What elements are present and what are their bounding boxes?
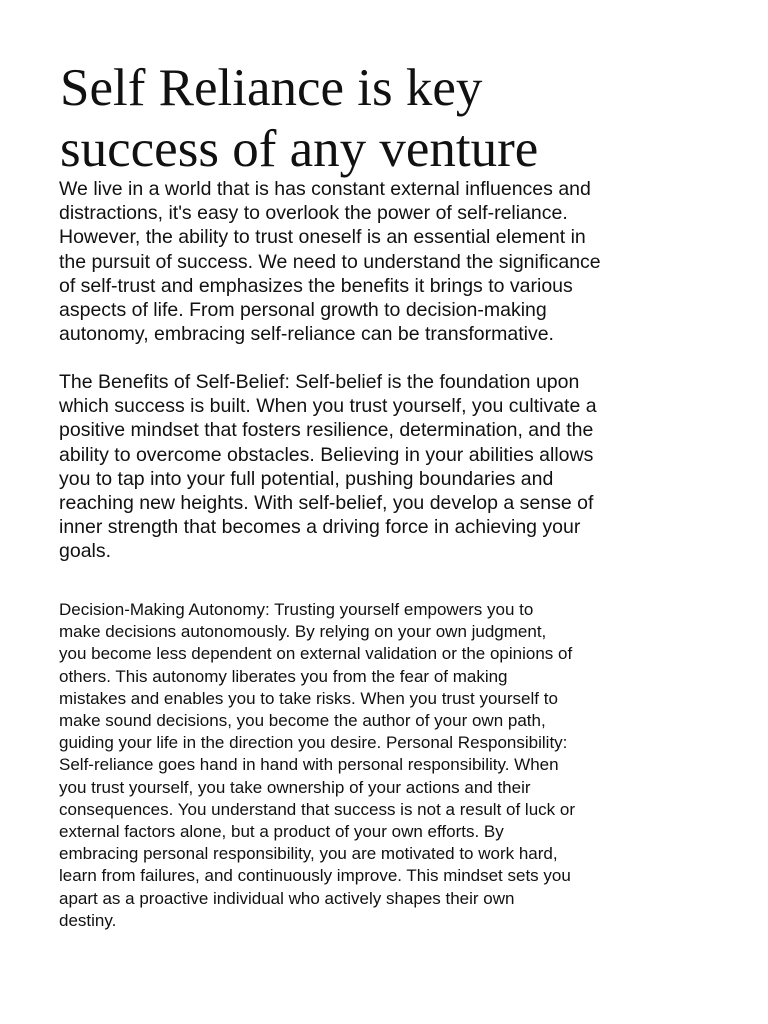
page-title xyxy=(60,58,740,180)
text-line: the pursuit of success. We need to understand the significance xyxy=(59,250,601,273)
title-line: Self Reliance is key xyxy=(60,59,483,117)
text-line: aspects of life. From personal growth to decision-making xyxy=(59,299,547,322)
text-line: apart as a proactive individual who actively shapes their own xyxy=(59,888,515,908)
text-line: which success is built. When you trust yourself, you cultivate a xyxy=(59,395,597,418)
text-line: mistakes and enables you to take risks. When you trust yourself to xyxy=(59,688,558,708)
text-line: you trust yourself, you take ownership of your actions and their xyxy=(59,777,531,797)
text-line: However, the ability to trust oneself is an essential element in xyxy=(59,226,586,249)
text-line: consequences. You understand that success is not a result of luck or xyxy=(59,799,575,819)
text-line: embracing personal responsibility, you are motivated to work hard, xyxy=(59,844,558,864)
decision-autonomy-paragraph xyxy=(59,599,759,932)
text-line: goals. xyxy=(59,540,112,563)
text-line: inner strength that becomes a driving force in achieving your xyxy=(59,516,581,539)
text-line: learn from failures, and continuously improve. This mindset sets you xyxy=(59,866,571,886)
text-line: you to tap into your full potential, pushing boundaries and xyxy=(59,467,554,490)
text-line: make sound decisions, you become the author of your own path, xyxy=(59,711,546,731)
text-line: guiding your life in the direction you desire. Personal Responsibility: xyxy=(59,733,568,753)
text-line: We live in a world that is has constant external influences and xyxy=(59,178,591,200)
text-line: ability to overcome obstacles. Believing in your abilities allows xyxy=(59,443,594,466)
title-line: success of any venture xyxy=(60,120,539,178)
text-line: positive mindset that fosters resilience, determination, and the xyxy=(59,419,594,442)
text-line: make decisions autonomously. By relying on your own judgment, xyxy=(59,622,547,642)
text-line: of self-trust and emphasizes the benefits it brings to various xyxy=(59,274,573,297)
intro-paragraph xyxy=(59,177,759,346)
self-belief-paragraph xyxy=(59,370,759,564)
text-line: others. This autonomy liberates you from the fear of making xyxy=(59,666,508,686)
text-line: destiny. xyxy=(59,910,117,930)
text-line: you become less dependent on external validation or the opinions of xyxy=(59,644,573,664)
text-line: Self-reliance goes hand in hand with personal responsibility. When xyxy=(59,755,559,775)
text-line: distractions, it's easy to overlook the power of self-reliance. xyxy=(59,202,568,225)
text-line: Decision-Making Autonomy: Trusting yourself empowers you to xyxy=(59,600,534,619)
text-line: autonomy, embracing self-reliance can be transformative. xyxy=(59,323,554,346)
text-line: The Benefits of Self-Belief: Self-belief is the foundation upon xyxy=(59,371,580,393)
text-line: external factors alone, but a product of your own efforts. By xyxy=(59,822,504,842)
text-line: reaching new heights. With self-belief, you develop a sense of xyxy=(59,492,594,515)
